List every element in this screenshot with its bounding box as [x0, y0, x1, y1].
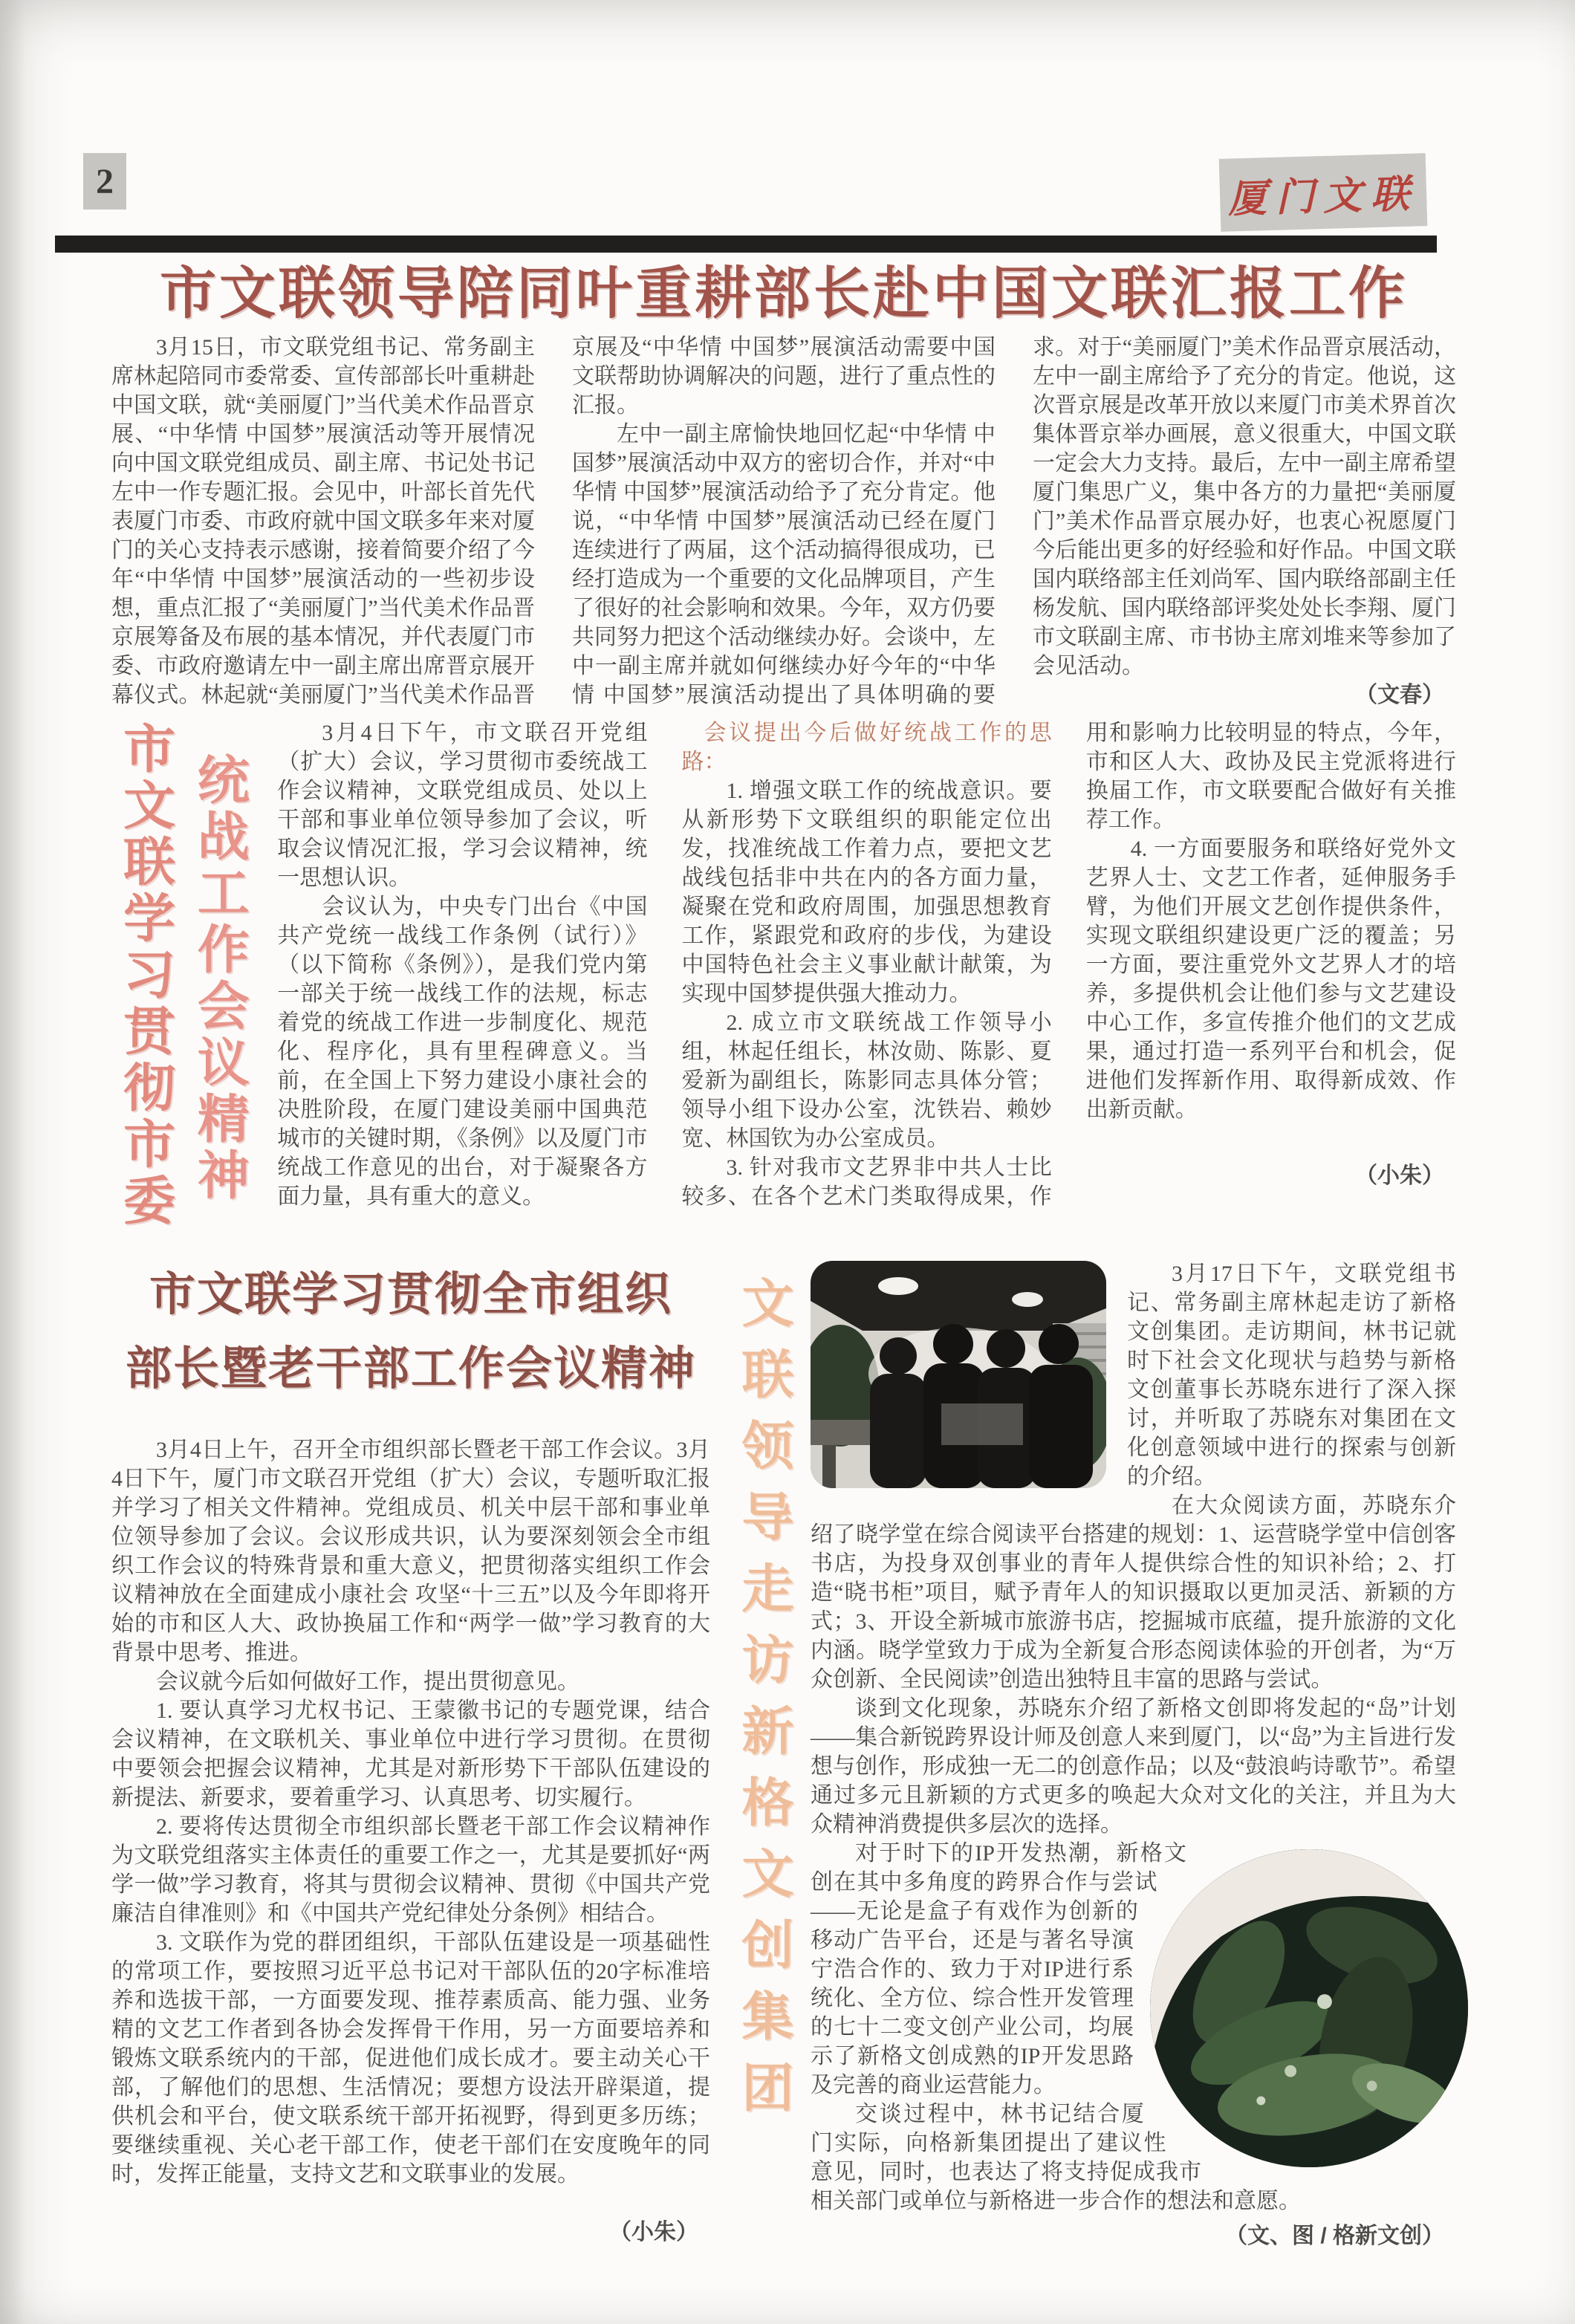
paragraph: 3. 针对我市文艺界非中共人士比较多、在各个艺术门类取得成果，作用和影响力比较明显的特点，今年，市和区人大、政协及民主党派将进行换届工作，市文联要配合做好有关推荐工作。 [681, 720, 1456, 1209]
page-number: 2 [96, 161, 114, 201]
bottom-section [111, 1256, 1456, 2250]
article2-subhead: 会议提出今后做好统战工作的思路： [681, 720, 1052, 774]
article3 [111, 1256, 710, 2250]
masthead-title: 厦门文联 [1227, 172, 1419, 221]
article2-headline [111, 718, 277, 1230]
paragraph: 4. 一方面要服务和联络好党外文艺界人士、文艺工作者，延伸服务手臂，为他们开展文艺创作提供条件，实现文联组织建设更广泛的覆盖；另一方面，要注重党外文艺界人才的培养，多提供机会让他们参与文艺建设中心工作，多宣传推介他们的文艺成果，通过打造一系列平台和机会，促进他们发挥新作用、取得新成效、作出新贡献。 [1085, 836, 1456, 1122]
paragraph: 在大众阅读方面，苏晓东介绍了晓学堂在综合阅读平台搭建的规划：1、运营晓学堂中信创客书店，为投身双创事业的青年人提供综合性的知识补给；2、打造“晓书柜”项目，赋予青年人的知识摄取以更加灵活、新颖的方式；3、开设全新城市旅游书店，挖掘城市底蕴，提升旅游的文化内涵。晓学堂致力于成为全新复合形态阅读体验的开创者，为“万众创新、全民阅读”创造出独特且丰富的思路与尝试。 [811, 1493, 1456, 1692]
paragraph: 交谈过程中，林书记结合厦门实际，向格新集团提出了建议性意见，同时，也表达了将支持促成我市相关部门或单位与新格进一步合作的想法和意愿。 [811, 2101, 1301, 2213]
article3-byline: （小朱） [609, 2219, 698, 2245]
article4-headline: 文联领导走访新格文创集团 [735, 1275, 793, 2132]
page-content [96, 149, 1456, 2250]
paragraph: 2. 要将传达贯彻全市组织部长暨老干部工作会议精神作为文联党组落实主体责任的重要工作之一，尤其是要抓好“两学一做”学习教育，将其与贯彻会议精神、贯彻《中国共产党廉洁自律准则》和《中国共产党纪律处分条例》相结合。 [111, 1814, 710, 1926]
article2-headline-line1: 市文联学习贯彻市委 [116, 721, 175, 1230]
plant-photo-image [1150, 1849, 1468, 2167]
article3-headline [111, 1258, 710, 1407]
paragraph: 1. 要认真学习尤权书记、王蒙徽书记的专题党课，结合会议精神，在文联机关、事业单位中进行学习贯彻。在贯彻中要领会把握会议精神，尤其是对新形势下干部队伍建设的新提法、新要求，要着重学习、认真思考、切实履行。 [111, 1698, 710, 1810]
paragraph: 左中一副主席愉快地回忆起“中华情 中国梦”展演活动中双方的密切合作，并对“中华情 中国梦”展演活动给予了充分肯定。他说，“中华情 中国梦”展演活动已经在厦门连续进行了两届，这个活动搞得很成功，已经打造成为一个重要的文化品牌项目，产生了很好的社会影响和效果。今年，双方仍要共同努力把这个活动继续办好。会谈中，左中一副主席并就如何继续办好今年的“中华情 中国梦”展演活动提出了具体明确的要求。对于“美丽厦门”美术作品晋京展活动，左中一副主席给予了充分的肯定。他说，这次晋京展是改革开放以来厦门市美术界首次集体晋京举办画展，意义很重大，中国文联一定会大力支持。最后，左中一副主席希望厦门集思广义，集中各方的力量把“美丽厦门”美术作品晋京展办好，也衷心祝愿厦门今后能出更多的好经验和好作品。中国文联国内联络部主任刘尚军、国内联络部副主任杨发航、国内联络部评奖处处长李翔、厦门市文联副主席、市书协主席刘堆来等参加了会见活动。 [572, 334, 1456, 707]
article1-headline: 市文联领导陪同叶重耕部长赴中国文联汇报工作 [160, 262, 1408, 325]
paragraph: 1. 增强文联工作的统战意识。要从新形势下文联组织的职能定位出发，找准统战工作着力点，要把文艺战线包括非中共在内的各方面力量，凝聚在党和政府周围，加强思想教育工作，紧跟党和政府的步伐，为建设中国特色社会主义事业献计献策，为实现中国梦提供强大推动力。 [681, 778, 1052, 1006]
paragraph: 3. 文联作为党的群团组织，干部队伍建设是一项基础性的常项工作，要按照习近平总书记对干部队伍的20字标准培养和选拔干部，一方面要发现、推荐素质高、能力强、业务精的文艺工作者到各协会发挥骨干作用，另一方面要培养和锻炼文联系统内的干部，促进他们成长成才。要主动关心干部，了解他们的思想、生活情况；要想方设法开辟渠道，提供机会和平台，使文联系统干部开拓视野，得到更多历练；要继续重视、关心老干部工作，使老干部们在安度晚年的同时，发挥正能量，支持文艺和文联事业的发展。 [111, 1929, 710, 2187]
paragraph: 3月4日上午，召开全市组织部长暨老干部工作会议。3月4日下午，厦门市文联召开党组（扩大）会议，专题听取汇报并学习了相关文件精神。党组成员、机关中层干部和事业单位领导参加了会议。会议形成共识，认为要深刻领会全市组织工作会议的特殊背景和重大意义，把贯彻落实组织工作会议精神放在全面建成小康社会 攻坚“十三五”以及今年即将开始的市和区人大、政协换届工作和“两学一做”学习教育的大背景中思考、推进。 [111, 1437, 710, 1665]
paragraph: 3月17日下午，文联党组书记、常务副主席林起走访了新格文创集团。走访期间，林书记就时下社会文化现状与趋势与新格文创董事长苏晓东进行了深入探讨，并听取了苏晓东对集团在文化创意领域中进行的探索与创新的介绍。 [1127, 1261, 1456, 1489]
article4 [730, 1256, 1456, 2250]
article2 [111, 718, 1456, 1230]
article1-body [111, 333, 1456, 710]
article3-body [111, 1435, 710, 2247]
article4-byline: （文、图 / 格新文创） [1224, 2223, 1444, 2248]
paragraph: 3月4日下午，市文联召开党组（扩大）会议，学习贯彻市委统战工作会议精神，文联党组成员、处以上干部和事业单位领导参加了会议，听取会议情况汇报，学习会议精神，统一思想认识。 [277, 720, 648, 890]
paragraph: 3月15日，市文联党组书记、常务副主席林起陪同市委常委、宣传部部长叶重耕赴中国文联，就“美丽厦门”当代美术作品晋京展、“中华情 中国梦”展演活动等开展情况向中国文联党组成员、副主席、书记处书记左中一作专题汇报。会见中，叶部长首先代表厦门市委、市政府就中国文联多年来对厦门的关心支持表示感谢，接着简要介绍了今年“中华情 中国梦”展演活动的一些初步设想，重点汇报了“美丽厦门”当代美术作品晋京展筹备及布展的基本情况，并代表厦门市委、市政府邀请左中一副主席出席晋京展开幕仪式。林起就“美丽厦门”当代美术作品晋京展及“中华情 中国梦”展演活动需要中国文联帮助协调解决的问题，进行了重点性的汇报。 [111, 334, 996, 707]
page-header [96, 149, 1456, 253]
header-rule [55, 236, 1437, 253]
plant-photo [1150, 1849, 1468, 2167]
paragraph: 2. 成立市文联统战工作领导小组，林起任组长，林汝勋、陈影、夏爱新为副组长，陈影同志具体分管；领导小组下设办公室，沈铁岩、赖妙宽、林国钦为办公室成员。 [681, 1010, 1052, 1151]
article2-body [277, 718, 1456, 1230]
article1-byline: （文春） [1355, 682, 1444, 707]
group-photo [811, 1261, 1106, 1488]
paragraph: 对于时下的IP开发热潮，新格文创在其中多角度的跨界合作与尝试——无论是盒子有戏作为创新的移动广告平台，还是与著名导演宁浩合作的、致力于对IP进行系统化、全方位、综合性开发管理的七十二变文创产业公司，均展示了新格文创成熟的IP开发思路及完善的商业运营能力。 [811, 1840, 1186, 2097]
paragraph: 会议认为，中央专门出台《中国共产党统一战线工作条例（试行）》（以下简称《条例》），是我们党内第一部关于统一战线工作的法规，标志着党的统战工作进一步制度化、规范化、程序化，具有里程碑意义。当前，在全国上下努力建设小康社会的决胜阶段，在厦门建设美丽中国典范城市的关键时期，《条例》以及厦门市统战工作意见的出台，对于凝聚各方面力量，具有重大的意义。 [277, 894, 648, 1209]
page-number-box [83, 153, 126, 210]
masthead-box [1219, 153, 1428, 232]
article3-headline-line2: 部长暨老干部工作会议精神 [125, 1343, 696, 1395]
article2-byline: （小朱） [1354, 1163, 1444, 1188]
article2-headline-line2: 统战工作会议精神 [190, 752, 249, 1204]
article3-headline-line1: 市文联学习贯彻全市组织 [149, 1268, 672, 1320]
paragraph: 会议就今后如何做好工作，提出贯彻意见。 [156, 1669, 579, 1694]
group-photo-image [811, 1261, 1106, 1488]
article4-body [811, 1256, 1456, 2250]
paragraph: 谈到文化现象，苏晓东介绍了新格文创即将发起的“岛”计划——集合新锐跨界设计师及创意人来到厦门，以“岛”为主旨进行发想与创作，形成独一无二的创意作品；以及“鼓浪屿诗歌节”。希望通过多元且新颖的方式更多的唤起大众对文化的关注，并且为大众精神消费提供多层次的选择。 [811, 1695, 1456, 1837]
